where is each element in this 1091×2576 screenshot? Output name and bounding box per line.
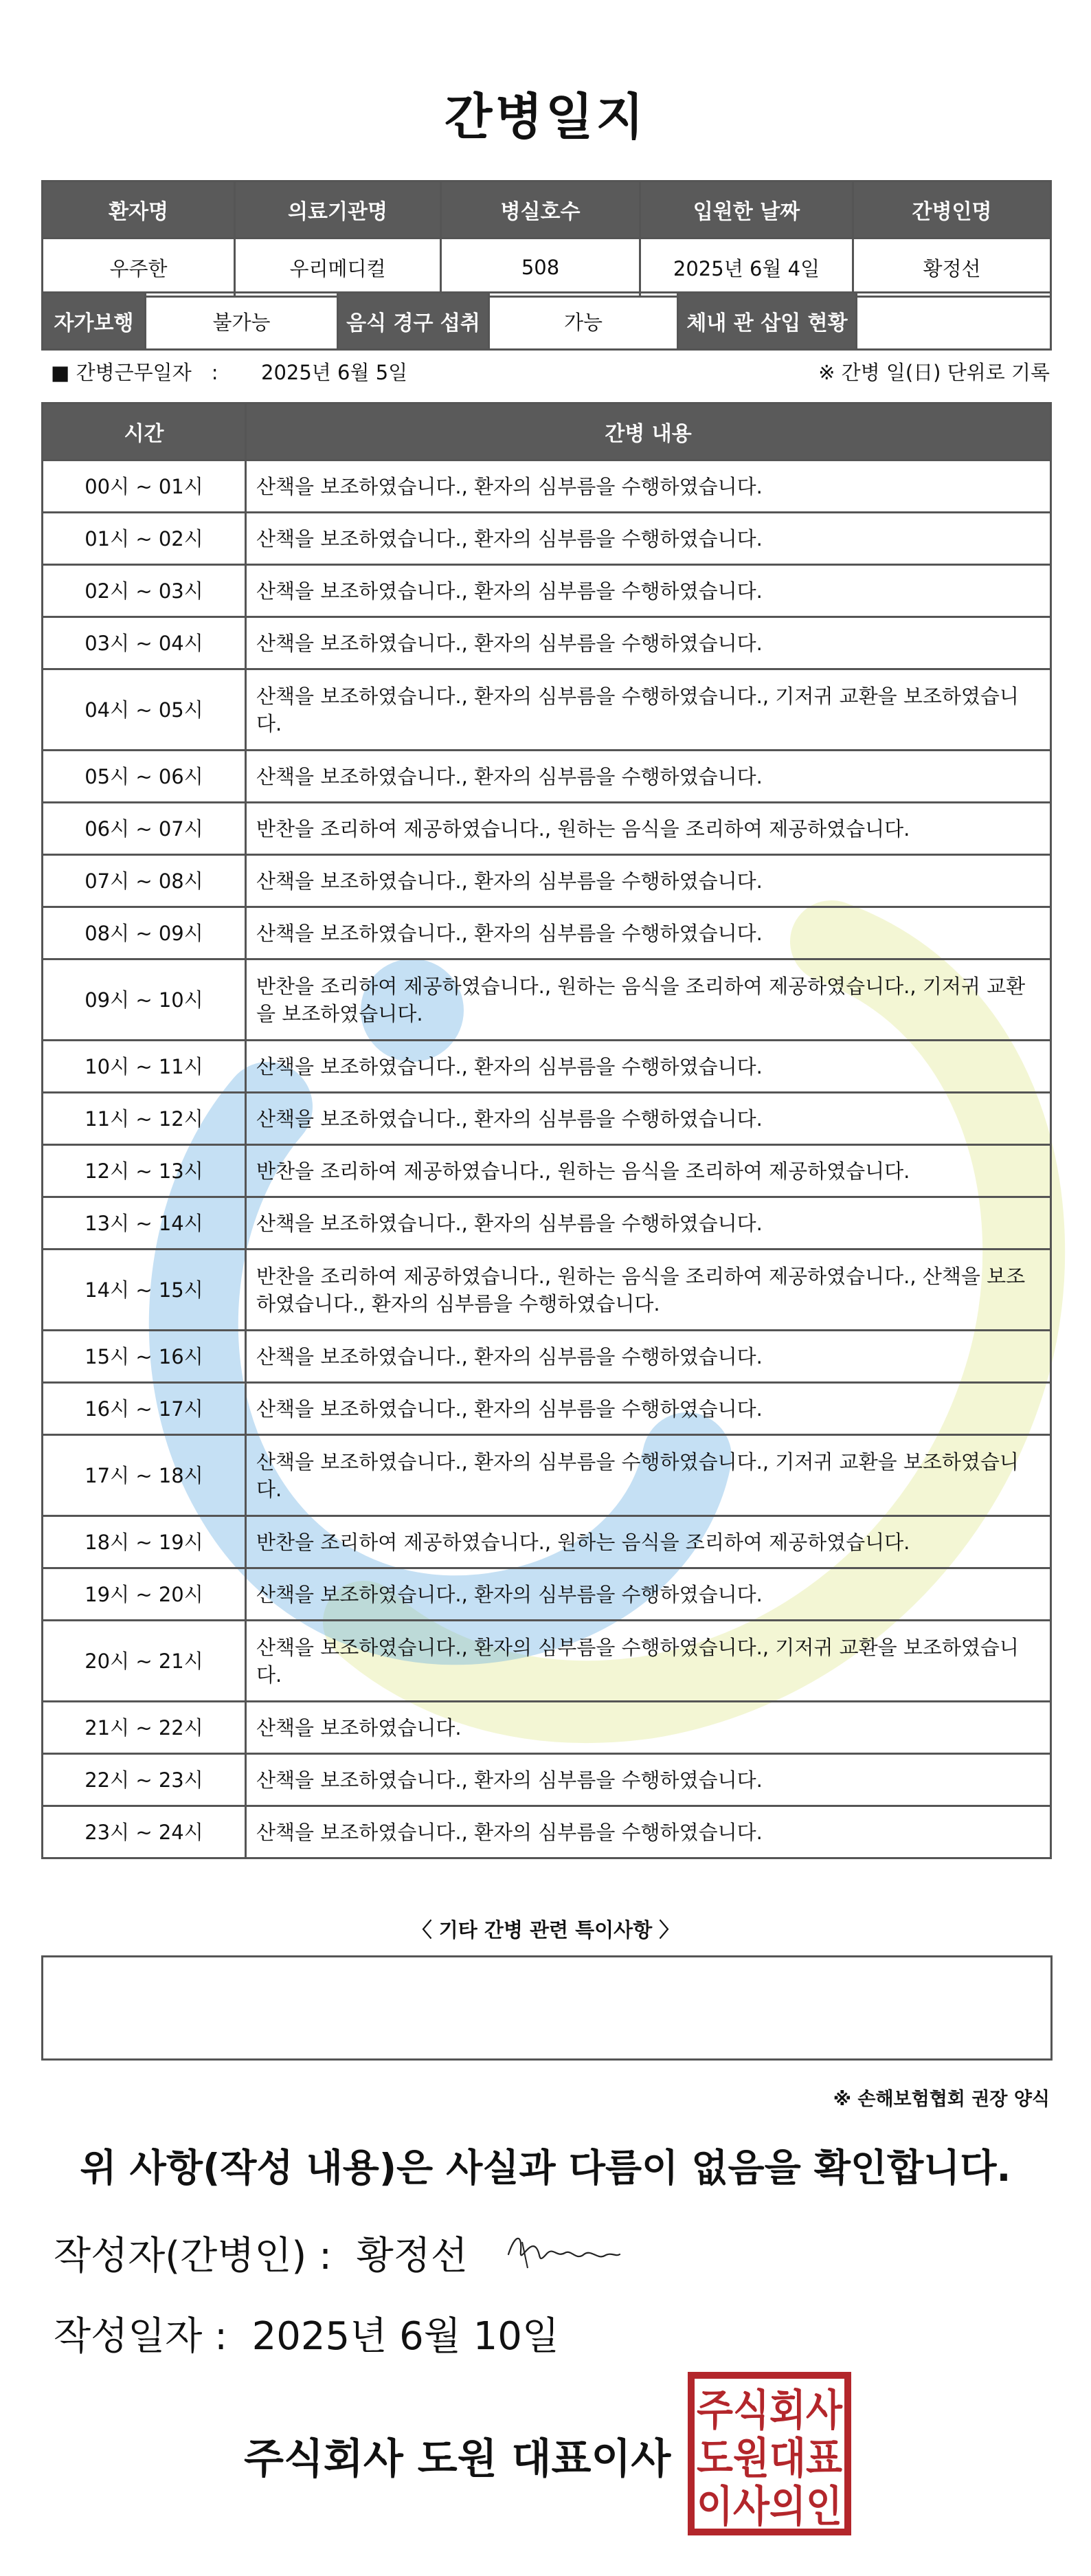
table-row	[43, 855, 1051, 907]
log-time: 16시 ~ 17시	[43, 1383, 246, 1435]
table-row	[43, 1806, 1051, 1858]
table-row	[43, 617, 1051, 669]
tube-label: 체내 관 삽입 현황	[678, 293, 857, 350]
patient-name: 우주한	[43, 238, 235, 297]
header-time: 시간	[43, 403, 246, 460]
log-content: 산책을 보조하였습니다., 환자의 심부름을 수행하였습니다.	[246, 460, 1051, 513]
page-title: 간병일지	[444, 88, 647, 146]
log-time: 03시 ~ 04시	[43, 617, 246, 669]
company-signature: 주식회사 도원 대표이사	[244, 2435, 671, 2483]
log-content: 반찬을 조리하여 제공하였습니다., 원하는 음식을 조리하여 제공하였습니다., 산책을 보조하였습니다., 환자의 심부름을 수행하였습니다.	[246, 1250, 1051, 1331]
log-time: 18시 ~ 19시	[43, 1516, 246, 1568]
care-log-table	[41, 402, 1052, 1859]
log-content: 반찬을 조리하여 제공하였습니다., 원하는 음식을 조리하여 제공하였습니다.	[246, 1145, 1051, 1197]
header-caregiver: 간병인명	[853, 181, 1051, 238]
table-row	[43, 1383, 1051, 1435]
log-time: 22시 ~ 23시	[43, 1754, 246, 1806]
table-row	[43, 669, 1051, 751]
table-row	[43, 1093, 1051, 1145]
table-row	[43, 460, 1051, 513]
svg-text:주식회사: 주식회사	[697, 2385, 843, 2435]
log-time: 01시 ~ 02시	[43, 513, 246, 565]
log-content: 반찬을 조리하여 제공하였습니다., 원하는 음식을 조리하여 제공하였습니다.	[246, 803, 1051, 855]
log-content: 반찬을 조리하여 제공하였습니다., 원하는 음식을 조리하여 제공하였습니다., 기저귀 교환을 보조하였습니다.	[246, 959, 1051, 1041]
table-row	[43, 1250, 1051, 1331]
log-time: 08시 ~ 09시	[43, 907, 246, 959]
table-row	[43, 1197, 1051, 1250]
svg-text:도원대표: 도원대표	[697, 2433, 843, 2483]
log-content: 반찬을 조리하여 제공하였습니다., 원하는 음식을 조리하여 제공하였습니다.	[246, 1516, 1051, 1568]
log-content: 산책을 보조하였습니다., 환자의 심부름을 수행하였습니다.	[246, 617, 1051, 669]
log-time: 13시 ~ 14시	[43, 1197, 246, 1250]
table-row	[43, 1435, 1051, 1516]
writer-label: 작성자(간병인) :	[54, 2234, 332, 2278]
patient-info-table	[41, 180, 1052, 298]
handwritten-signature	[502, 2227, 625, 2282]
tube-value	[857, 293, 1051, 350]
self-walk-label: 자가보행	[43, 293, 146, 350]
written-date-value: 2025년 6월 10일	[251, 2314, 559, 2359]
log-content: 산책을 보조하였습니다., 환자의 심부름을 수행하였습니다.	[246, 855, 1051, 907]
hospital-name: 우리메디컬	[235, 238, 441, 297]
written-date-line	[54, 2306, 559, 2361]
log-time: 17시 ~ 18시	[43, 1435, 246, 1516]
log-time: 10시 ~ 11시	[43, 1041, 246, 1093]
work-date-label: ■ 간병근무일자 :	[51, 361, 218, 384]
log-content: 산책을 보조하였습니다.	[246, 1702, 1051, 1754]
log-time: 12시 ~ 13시	[43, 1145, 246, 1197]
log-time: 07시 ~ 08시	[43, 855, 246, 907]
svg-text:이사의인: 이사의인	[697, 2481, 842, 2531]
log-content: 산책을 보조하였습니다., 환자의 심부름을 수행하였습니다.	[246, 751, 1051, 803]
table-row	[43, 565, 1051, 617]
header-content: 간병 내용	[246, 403, 1051, 460]
log-content: 산책을 보조하였습니다., 환자의 심부름을 수행하였습니다.	[246, 1383, 1051, 1435]
log-content: 산책을 보조하였습니다., 환자의 심부름을 수행하였습니다.	[246, 1331, 1051, 1383]
log-time: 11시 ~ 12시	[43, 1093, 246, 1145]
company-seal	[687, 2371, 852, 2536]
room-number: 508	[441, 238, 640, 297]
log-content: 산책을 보조하였습니다., 환자의 심부름을 수행하였습니다.	[246, 1806, 1051, 1858]
writer-line	[54, 2225, 468, 2280]
caregiver-name: 황정선	[853, 238, 1051, 297]
table-row	[43, 803, 1051, 855]
log-time: 23시 ~ 24시	[43, 1806, 246, 1858]
notes-box	[41, 1955, 1053, 2061]
admission-date: 2025년 6월 4일	[640, 238, 853, 297]
writer-name: 황정선	[356, 2234, 468, 2278]
log-content: 산책을 보조하였습니다., 환자의 심부름을 수행하였습니다.	[246, 1754, 1051, 1806]
log-content: 산책을 보조하였습니다., 환자의 심부름을 수행하였습니다.	[246, 1197, 1051, 1250]
log-time: 06시 ~ 07시	[43, 803, 246, 855]
table-row	[43, 751, 1051, 803]
log-time: 14시 ~ 15시	[43, 1250, 246, 1331]
log-content: 산책을 보조하였습니다., 환자의 심부름을 수행하였습니다., 기저귀 교환을 보조하였습니다.	[246, 1621, 1051, 1702]
log-time: 04시 ~ 05시	[43, 669, 246, 751]
table-row	[43, 1754, 1051, 1806]
log-content: 산책을 보조하였습니다., 환자의 심부름을 수행하였습니다.	[246, 513, 1051, 565]
notes-label: 〈 기타 간병 관련 특이사항 〉	[412, 1918, 679, 1942]
patient-status-table	[41, 291, 1052, 351]
table-row	[43, 1145, 1051, 1197]
log-time: 20시 ~ 21시	[43, 1621, 246, 1702]
header-admission-date: 입원한 날짜	[640, 181, 853, 238]
log-time: 05시 ~ 06시	[43, 751, 246, 803]
log-content: 산책을 보조하였습니다., 환자의 심부름을 수행하였습니다., 기저귀 교환을 보조하였습니다.	[246, 1435, 1051, 1516]
table-row	[43, 1568, 1051, 1621]
footer-note: ※ 손해보험협회 권장 양식	[833, 2089, 1050, 2110]
log-content: 산책을 보조하였습니다., 환자의 심부름을 수행하였습니다.	[246, 1568, 1051, 1621]
log-content: 산책을 보조하였습니다., 환자의 심부름을 수행하였습니다.	[246, 1041, 1051, 1093]
table-row	[43, 1331, 1051, 1383]
log-content: 산책을 보조하였습니다., 환자의 심부름을 수행하였습니다.	[246, 1093, 1051, 1145]
confirmation-text: 위 사항(작성 내용)은 사실과 다름이 없음을 확인합니다.	[80, 2146, 1011, 2190]
work-date-value: 2025년 6월 5일	[261, 361, 408, 384]
work-date-note: ※ 간병 일(日) 단위로 기록	[818, 361, 1050, 384]
header-room: 병실호수	[441, 181, 640, 238]
oral-intake-value: 가능	[489, 293, 678, 350]
log-content: 산책을 보조하였습니다., 환자의 심부름을 수행하였습니다., 기저귀 교환을 보조하였습니다.	[246, 669, 1051, 751]
table-row	[43, 1621, 1051, 1702]
log-time: 15시 ~ 16시	[43, 1331, 246, 1383]
log-content: 산책을 보조하였습니다., 환자의 심부름을 수행하였습니다.	[246, 907, 1051, 959]
self-walk-value: 불가능	[146, 293, 338, 350]
log-time: 02시 ~ 03시	[43, 565, 246, 617]
log-time: 00시 ~ 01시	[43, 460, 246, 513]
header-hospital: 의료기관명	[235, 181, 441, 238]
table-row	[43, 513, 1051, 565]
log-content: 산책을 보조하였습니다., 환자의 심부름을 수행하였습니다.	[246, 565, 1051, 617]
log-time: 19시 ~ 20시	[43, 1568, 246, 1621]
table-row	[43, 1516, 1051, 1568]
oral-intake-label: 음식 경구 섭취	[338, 293, 489, 350]
table-row	[43, 1041, 1051, 1093]
table-row	[43, 959, 1051, 1041]
log-time: 09시 ~ 10시	[43, 959, 246, 1041]
log-time: 21시 ~ 22시	[43, 1702, 246, 1754]
table-row	[43, 907, 1051, 959]
table-row	[43, 1702, 1051, 1754]
header-patient-name: 환자명	[43, 181, 235, 238]
written-date-label: 작성일자 :	[54, 2314, 228, 2359]
